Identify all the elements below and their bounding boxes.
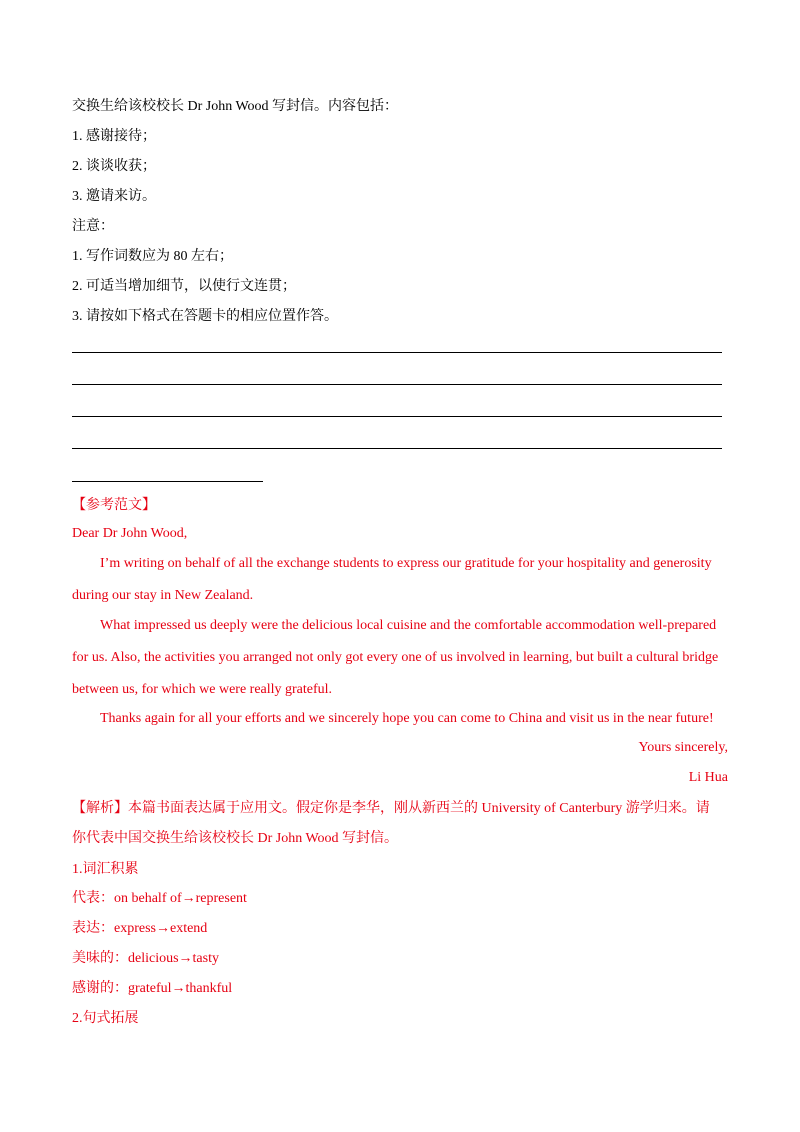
- vocab-item: 感谢的：grateful→thankful: [72, 981, 233, 996]
- essay-line: Thanks again for all your efforts and we sincerely hope you can come to China and visit us in the near future!: [100, 711, 714, 726]
- content-item: 1. 感谢接待；: [72, 129, 156, 144]
- answer-line: [72, 384, 722, 385]
- essay-line: during our stay in New Zealand.: [72, 588, 254, 603]
- vocab-item: 代表：on behalf of→represent: [72, 891, 247, 906]
- note-item: 1. 写作词数应为 80 左右；: [72, 249, 233, 264]
- answer-line: [72, 352, 722, 353]
- salutation: Dear Dr John Wood,: [72, 526, 188, 541]
- note-item: 2. 可适当增加细节，以使行文连贯；: [72, 279, 296, 294]
- answer-line-short: [72, 481, 263, 482]
- essay-line: I’m writing on behalf of all the exchange students to express our gratitude for your hospitality and generosity: [100, 556, 712, 571]
- analysis-line: 你代表中国交换生给该校校长 Dr John Wood 写封信。: [72, 831, 399, 846]
- content-item: 2. 谈谈收获；: [72, 159, 156, 174]
- note-item: 3. 请按如下格式在答题卡的相应位置作答。: [72, 309, 338, 324]
- sentence-title: 2.句式拓展: [72, 1011, 139, 1026]
- answer-line: [72, 416, 722, 417]
- essay-line: between us, for which we were really grateful.: [72, 682, 333, 697]
- vocab-item: 表达：express→extend: [72, 921, 208, 936]
- sample-heading: 【参考范文】: [72, 498, 156, 513]
- vocab-title: 1.词汇积累: [72, 862, 139, 877]
- essay-line: What impressed us deeply were the delicious local cuisine and the comfortable accommodation well-prepared: [100, 618, 717, 633]
- signature: Li Hua: [688, 770, 728, 785]
- closing: Yours sincerely,: [638, 740, 728, 755]
- task-intro: 交换生给该校校长 Dr John Wood 写封信。内容包括：: [72, 99, 399, 114]
- notes-title: 注意：: [72, 219, 114, 234]
- answer-line: [72, 448, 722, 449]
- vocab-item: 美味的：delicious→tasty: [72, 951, 219, 966]
- essay-line: for us. Also, the activities you arranged not only got every one of us involved in learning, but built a cultural bridge: [72, 650, 719, 665]
- analysis-line: 【解析】本篇书面表达属于应用文。假定你是李华，刚从新西兰的 University of Canterbury 游学归来。请: [72, 801, 710, 816]
- content-item: 3. 邀请来访。: [72, 189, 156, 204]
